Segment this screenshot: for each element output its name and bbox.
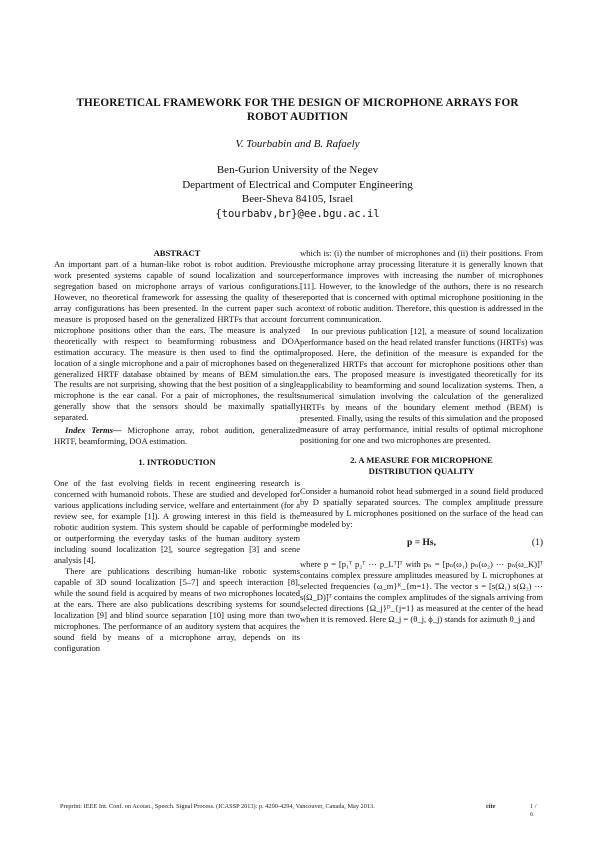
section2-paragraph-1: Consider a humanoid robot head submerged in a sound field produced by D spatially separated sources. The complex amplitude pressure measured by L microphones positioned on the surface of the head can be modeled by:	[300, 486, 543, 530]
equation-number: (1)	[531, 537, 543, 548]
abstract-heading: ABSTRACT	[153, 248, 201, 258]
affiliation-address: Beer-Sheva 84105, Israel	[241, 193, 354, 205]
affiliation	[60, 163, 535, 221]
equation-body: p = Hs,	[407, 537, 436, 548]
section2-heading	[300, 455, 543, 477]
affiliation-university: Ben-Gurion University of the Negev	[216, 164, 379, 176]
index-terms-text: Microphone array, robot audition, generalized HRTF, beamforming, DOA estimation.	[54, 425, 300, 447]
footer-source: Preprint: IEEE Int. Conf. on Acoust., Speech. Signal Process. (ICASSP 2013): p. 4290-4294, Vancouver, Canada, May 2013.	[60, 803, 375, 810]
abstract-text: An important part of a human-like robot is robot audition. Previous work presented systems capable of sound localization and source segregation based on microphone arrays of various configurations. However, no theoretical framework for assessing the quality of these array configurations has been presented. In the current paper such a measure is proposed based on the generalized HRTFs that account for microphone positions other than the ears. The measure is analyzed theoretically with respect to beamforming robustness and DOA estimation accuracy. The measure is then used to find the optimal location of a single microphone and a pair of microphones based on the generalized HRTF database obtained by means of BEM simulation. The results are not surprising, showing that the best position of a single microphone is the ear canal. For a pair of microphones, the results generally show that the sensors should be maximally spatially separated.	[54, 259, 300, 423]
author-email[interactable]: {tourbabv,br}@ee.bgu.ac.il	[215, 207, 380, 220]
equation-1	[300, 538, 543, 552]
right-column	[300, 248, 543, 625]
intro-paragraph-2: There are publications describing human-like robotic systems capable of 3D sound localization [5–7] and speech interaction [8], while the sound field is acquired by means of two microphones located at the ears. There are also publications describing systems for sound localization [9] and blind source separation [10] using more than two microphones. The performance of an auditory system that acquires the sound field by means of a microphone array, depends on its configuration	[54, 565, 300, 653]
authors: V. Tourbabin and B. Rafaely	[235, 138, 360, 150]
section2-heading-line2: DISTRIBUTION QUALITY	[368, 466, 475, 477]
page-number: 1 / 6	[530, 803, 537, 818]
intro-paragraph-1: One of the fast evolving fields in recent engineering research is concerned with humanoid robots. These are studied and developed for various applications including service, welfare and entertainment (for a review see, for example [1]). A growing interest in this field is the robotic audition system. This system should be capable of performing or outperforming the everyday tasks of the human auditory system including sound localization [2], source segregation [3] and scene analysis [4].	[54, 478, 300, 565]
left-column	[54, 248, 300, 653]
section2-paragraph-2: where p = [p₁ᵀ p₂ᵀ ⋯ p_Lᵀ]ᵀ with pₙ = [pₙ(ω₁) pₙ(ω₂) ⋯ pₙ(ω_K)]ᵀ contains complex pressure amplitudes measured by L microphones at selected frequencies {ω_m}ᴷ_{m=1}. The vector s = [s(Ω₁) s(Ω₂) ⋯ s(Ω_D)]ᵀ contains the complex amplitudes of the signals arriving from selected directions {Ω_j}ᴰ_{j=1} as measured at the center of the head when it is removed. Here Ω_j = (θ_j, ϕ_j) stands for azimuth θ_j and	[300, 558, 543, 624]
paper-title: THEORETICAL FRAMEWORK FOR THE DESIGN OF MICROPHONE ARRAYS FOR ROBOT AUDITION	[76, 97, 519, 123]
affiliation-department: Department of Electrical and Computer Engineering	[182, 178, 413, 191]
intro-paragraph-4: In our previous publication [12], a measure of sound localization performance based on the head related transfer functions (HRTFs) was proposed. Here, the definition of the measure is expanded for the generalized HRTFs that account for microphone positions other than the ears. The proposed measure is investigated theoretically for its applicability to beamforming and sound localization systems. Then, a numerical simulation involving the calculation of the generalized HRTFs by means of the boundary element method (BEM) is presented. Finally, using the results of this simulation and the proposed measure of array performance, initial results of optimal microphone positioning for one and two microphones are presented.	[300, 325, 543, 446]
section2-heading-line1: 2. A MEASURE FOR MICROPHONE	[350, 455, 493, 466]
index-terms-label: Index Terms—	[65, 425, 122, 436]
introduction-heading: 1. INTRODUCTION	[138, 457, 216, 468]
intro-paragraph-3: which is: (i) the number of microphones and (ii) their positions. From the microphone array processing literature it is generally known that performance improves with increasing the number of microphones [11]. However, to the knowledge of the authors, there is no research reported that is concerned with optimal microphone positioning in the context of robotic audition. Therefore, this question is addressed in the current communication.	[300, 248, 543, 324]
cite-link[interactable]: cite	[486, 803, 496, 810]
index-terms	[54, 425, 300, 447]
